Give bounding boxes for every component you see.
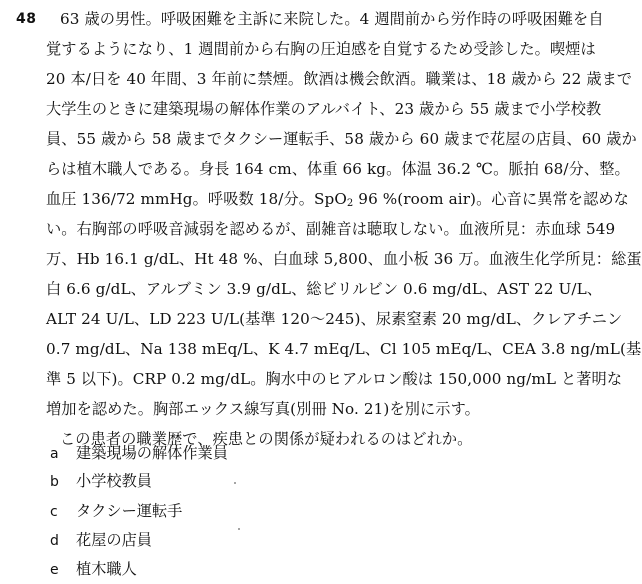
stem-line-13: 準 5 以下)。CRP 0.2 mg/dL。胸水中のヒアルロン酸は 150,000 ng/mL と著明な [46, 370, 623, 388]
stem-line-9: 万、Hb 16.1 g/dL、Ht 48 %、白血球 5,800、血小板 36 万。血液生化学所見：総蛋 [46, 250, 642, 268]
stem-line-4: 大学生のときに建築現場の解体作業のアルバイト、23 歳から 55 歳まで小学校教 [46, 100, 602, 118]
option-letter: a [50, 446, 59, 462]
option-a[interactable] [50, 439, 228, 467]
option-c[interactable] [50, 497, 182, 525]
stem-line-3: 20 本/日を 40 年間、3 年前に禁煙。飲酒は機会飲酒。職業は、18 歳から 22 歳まで [46, 70, 633, 88]
stem-line-8: い。右胸部の呼吸音減弱を認めるが、副雑音は聴取しない。血液所見：赤血球 549 [46, 220, 616, 238]
option-text: 花屋の店員 [76, 531, 152, 549]
option-text: 建築現場の解体作業員 [76, 444, 228, 462]
stem-line-11: ALT 24 U/L、LD 223 U/L(基準 120〜245)、尿素窒素 20 mg/dL、クレアチニン [46, 310, 623, 328]
scan-speck [238, 528, 240, 530]
spo2-subscript: 2 [346, 198, 354, 209]
option-letter: b [50, 474, 59, 490]
stem-line-1: 63 歳の男性。呼吸困難を主訴に来院した。4 週間前から労作時の呼吸困難を自 [60, 10, 604, 28]
option-b[interactable] [50, 467, 152, 495]
option-text: 小学校教員 [76, 472, 152, 490]
question-prompt: この患者の職業歴で、疾患との関係が疑われるのはどれか。 [60, 430, 473, 448]
option-text: 植木職人 [76, 560, 137, 578]
option-d[interactable] [50, 526, 152, 554]
stem-line-2: 覚するようになり、1 週間前から右胸の圧迫感を自覚するため受診した。喫煙は [46, 40, 596, 58]
question-number: 48 [16, 11, 37, 27]
stem-line-6: らは植木職人である。身長 164 cm、体重 66 kg。体温 36.2 ℃。脈拍 68/分、整。 [46, 160, 630, 178]
stem-line-5: 員、55 歳から 58 歳までタクシー運転手、58 歳から 60 歳まで花屋の店員、60 歳か [46, 130, 637, 148]
stem-line-7 [46, 184, 629, 214]
stem-line-10: 白 6.6 g/dL、アルブミン 3.9 g/dL、総ビリルビン 0.6 mg/dL、AST 22 U/L、 [46, 280, 603, 298]
stem-line-14: 増加を認めた。胸部エックス線写真(別冊 No. 21)を別に示す。 [46, 400, 480, 418]
scan-speck [234, 482, 236, 484]
option-letter: d [50, 533, 59, 549]
stem-line-7-start: 血圧 136/72 mmHg。呼吸数 18/分。SpO [46, 190, 347, 208]
stem-line-12: 0.7 mg/dL、Na 138 mEq/L、K 4.7 mEq/L、Cl 105 mEq/L、CEA 3.8 ng/mL(基 [46, 340, 642, 358]
option-e[interactable] [50, 555, 137, 583]
option-text: タクシー運転手 [76, 502, 183, 520]
stem-line-7-rest: 96 %(room air)。心音に異常を認めな [353, 190, 629, 208]
option-letter: c [50, 504, 58, 520]
option-letter: e [50, 562, 59, 578]
